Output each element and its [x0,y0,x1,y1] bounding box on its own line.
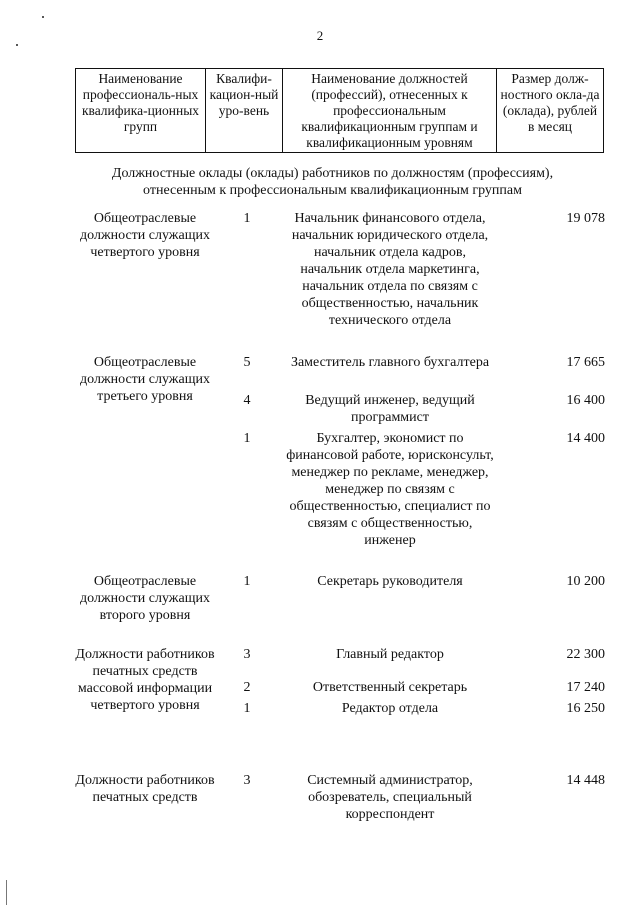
salary-value: 19 078 [566,211,605,226]
position-list: Главный редактор [336,647,444,662]
group-name: Должности работников печатных средств массовой информации четвертого уровня [75,647,215,713]
qualification-level: 1 [243,431,251,446]
qualification-level: 3 [243,647,251,662]
position-list: Секретарь руководителя [317,574,463,589]
qualification-level: 4 [243,393,251,408]
header-row [76,69,604,153]
salary-value: 16 400 [566,393,605,408]
scan-speck [16,44,18,46]
position-list: Заместитель главного бухгалтера [290,355,490,370]
group-name: Общеотраслевые должности служащих второго уровня [80,574,210,623]
qualification-level: 2 [243,680,251,695]
header-qualification-level: Квалифи-кацион-ный уро-вень [206,69,283,153]
scan-edge-line [6,880,7,905]
group-name: Общеотраслевые должности служащих третьего уровня [80,355,210,404]
page-number: 2 [316,28,324,43]
qualification-level: 5 [243,355,251,370]
salary-value: 22 300 [566,647,605,662]
qualification-level: 3 [243,773,251,788]
position-list: Ведущий инженер, ведущий программист [305,393,475,425]
qualification-level: 1 [243,211,251,226]
position-list: Редактор отдела [341,701,439,716]
header-table [75,68,604,153]
section-title: Должностные оклады (оклады) работников по должностям (профессиям), отнесенным к профессиональным квалификационным группам [111,166,554,198]
scan-speck [42,16,44,18]
qualification-level: 1 [243,574,251,589]
position-list: Бухгалтер, экономист по финансовой работе, юрисконсульт, менеджер по рекламе, менеджер, менеджер по связям с общественностью, специалист по связям с общественностью, инженер [286,431,494,548]
position-list: Системный администратор, обозреватель, специальный корреспондент [307,773,473,822]
salary-value: 17 240 [566,680,605,695]
group-name: Общеотраслевые должности служащих четвертого уровня [80,211,210,260]
salary-value: 14 448 [566,773,605,788]
position-list: Начальник финансового отдела, начальник юридического отдела, начальник отдела кадров, начальник отдела маркетинга, начальник отдела по связям с общественностью, начальник технического отдела [291,211,489,328]
header-position-names: Наименование должностей (профессий), отнесенных к профессиональным квалификационным группам и квалификационным уровням [283,69,497,153]
group-name: Должности работников печатных средств [75,773,215,805]
salary-value: 10 200 [566,574,605,589]
salary-value: 14 400 [566,431,605,446]
qualification-level: 1 [243,701,251,716]
header-group-name: Наименование профессиональ-ных квалифика-ционных групп [76,69,206,153]
salary-value: 16 250 [566,701,605,716]
header-salary-size: Размер долж-ностного окла-да (оклада), рублей в месяц [497,69,604,153]
position-list: Ответственный секретарь [312,680,468,695]
salary-value: 17 665 [566,355,605,370]
